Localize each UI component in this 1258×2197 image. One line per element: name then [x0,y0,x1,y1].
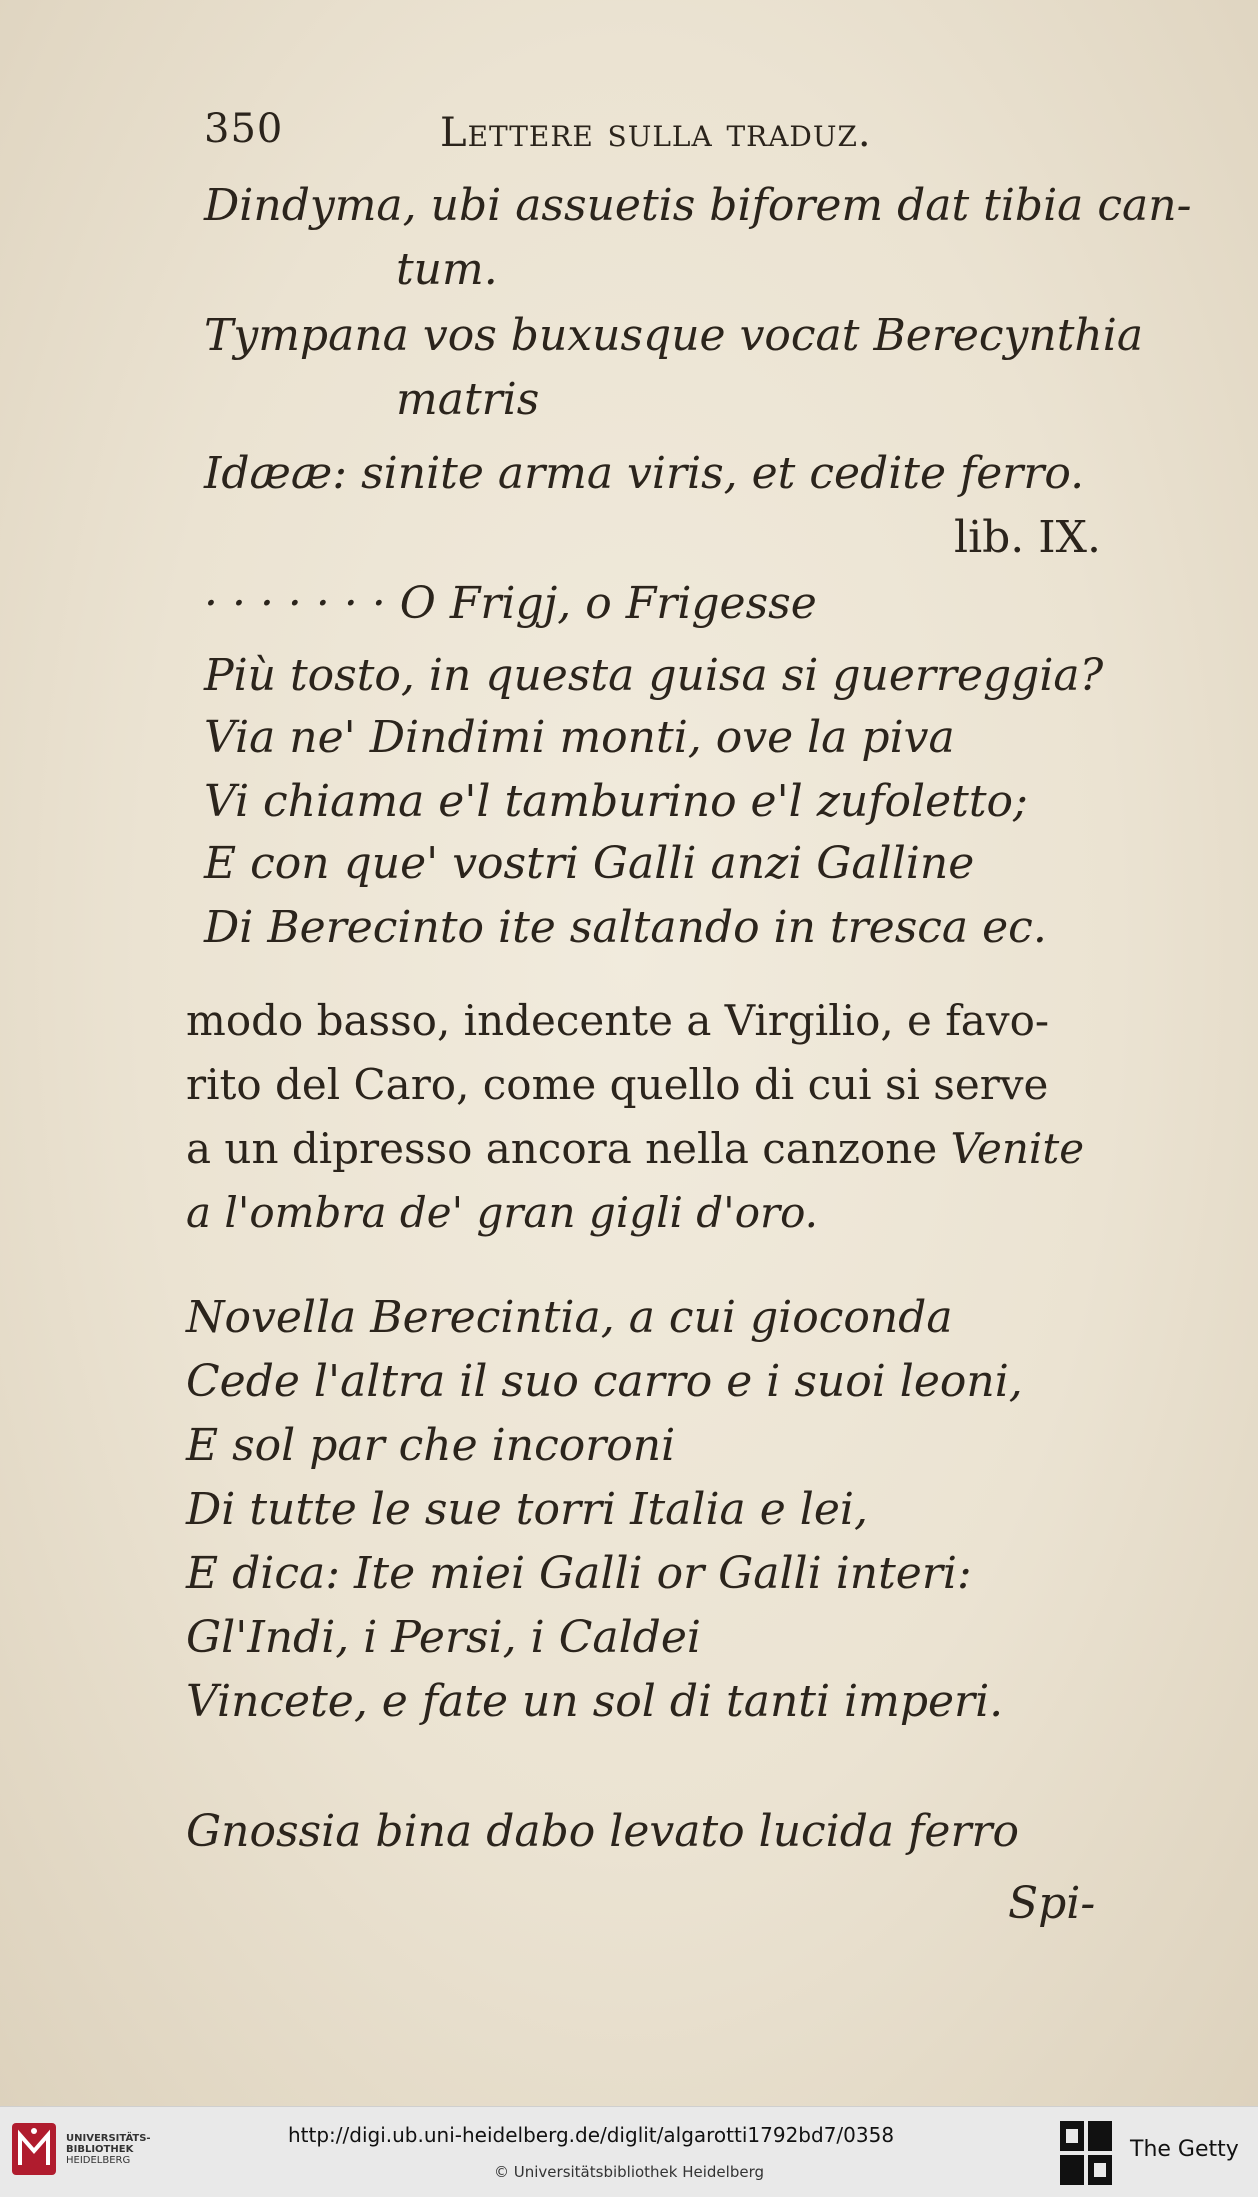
verse-line: Via ne' Dindimi monti, ove la piva [204,712,955,763]
verse-reference: lib. IX. [954,512,1101,563]
catchword: Spi- [1008,1878,1096,1929]
prose-line: a l'ombra de' gran gigli d'oro. [186,1188,818,1237]
verse-line: E dica: Ite miei Galli or Galli interi: [186,1548,972,1599]
university-library-logo[interactable] [10,2121,151,2177]
library-name-line: UNIVERSITÄTS- [66,2132,151,2144]
library-city: HEIDELBERG [66,2154,131,2166]
prose-line: a un dipresso ancora nella canzone Venite [186,1124,1085,1173]
verse-line: · · · · · · · O Frigj, o Frigesse [204,578,817,629]
verse-line: E sol par che incoroni [186,1420,676,1471]
verse-line: Gl'Indi, i Persi, i Caldei [186,1612,701,1663]
verse-line: matris [396,374,540,425]
getty-logo-icon[interactable] [1058,2117,1114,2187]
page-number: 350 [204,106,284,152]
verse-line: Gnossia bina dabo levato lucida ferro [186,1806,1020,1857]
permalink-url[interactable]: http://digi.ub.uni-heidelberg.de/diglit/algarotti1792bd7/0358 [288,2123,895,2147]
prose-line: modo basso, indecente a Virgilio, e favo- [186,996,1050,1045]
library-name-line: BIBLIOTHEK [66,2143,134,2155]
viewer-footer [0,2106,1258,2197]
verse-line: Novella Berecintia, a cui gioconda [186,1292,953,1343]
verse-line: Più tosto, in questa guisa si guerreggia? [204,650,1104,701]
copyright-notice: © Universitätsbibliothek Heidelberg [494,2163,765,2181]
partner-name: The Getty [1130,2137,1239,2162]
verse-line: Vi chiama e'l tamburino e'l zufoletto; [204,776,1028,827]
verse-line: Cede l'altra il suo carro e i suoi leoni, [186,1356,1023,1407]
verse-line: Di Berecinto ite saltando in tresca ec. [204,902,1047,953]
verse-line: E con que' vostri Galli anzi Galline [204,838,975,889]
verse-line: Dindyma, ubi assuetis biforem dat tibia can- [204,180,1192,231]
verse-line: Di tutte le sue torri Italia e lei, [186,1484,868,1535]
prose-italic: Venite [950,1124,1085,1173]
prose-line: rito del Caro, come quello di cui si serve [186,1060,1049,1109]
verse-line: tum. [396,244,498,295]
verse-line: Idææ: sinite arma viris, et cedite ferro. [204,448,1085,499]
library-seal-icon [10,2121,58,2177]
running-title: Lettere sulla traduz. [440,110,872,156]
verse-line: Tympana vos buxusque vocat Berecynthia [204,310,1144,361]
verse-line: Vincete, e fate un sol di tanti imperi. [186,1676,1004,1727]
